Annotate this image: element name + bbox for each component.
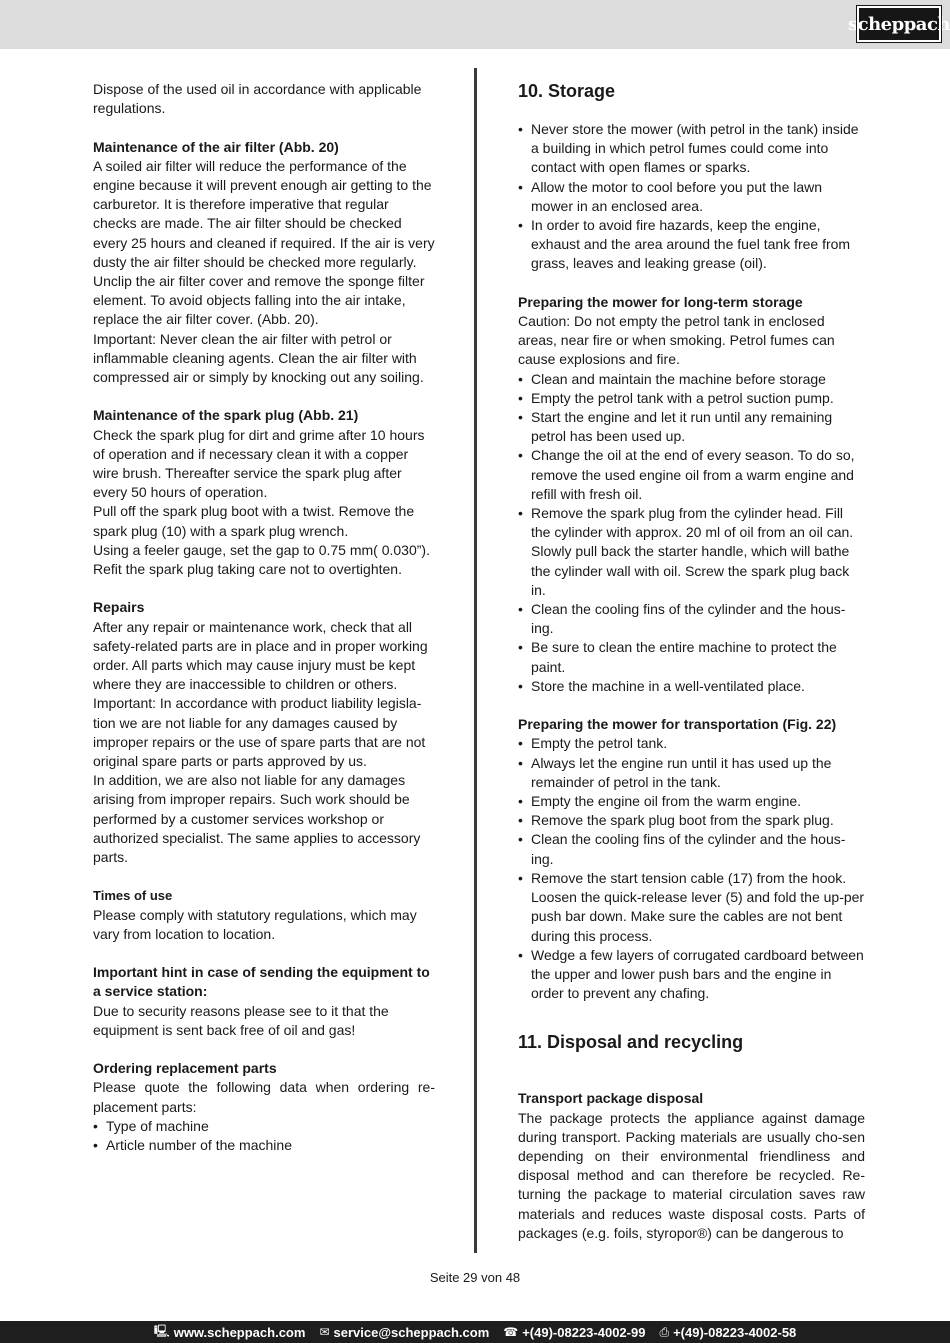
header-bar <box>0 0 950 49</box>
transport-heading: Preparing the mower for transportation (Fig. 22) <box>518 716 837 733</box>
footer-email-text: service@scheppach.com <box>333 1324 490 1340</box>
ordering-parts-heading: Ordering replacement parts <box>93 1060 277 1077</box>
long-term-storage-text: Caution: Do not empty the petrol tank in enclosed areas, near fire or when smoking. Petrol fumes can cause explosions and fire. <box>518 313 835 368</box>
package-disposal-text: The package protects the appliance against damage during transport. Packing materials are usually cho-sen depending on their environmental friendliness and disposal method and can therefore be recycled. Re-turning the package to material circulation saves raw materials and reduces waste disposal costs. Parts of packages (e.g. foils, styropor®) can be dangerous to <box>518 1109 865 1241</box>
service-hint-text: Due to security reasons please see to it that the equipment is sent back free of oil and gas! <box>93 1002 389 1038</box>
footer-web-text: www.scheppach.com <box>173 1324 306 1340</box>
fax-icon: ⎙ <box>659 1324 670 1339</box>
footer-fax <box>659 1325 796 1340</box>
left-column <box>93 80 435 1155</box>
ordering-parts-text: Please quote the following data when ordering re-placement parts: <box>93 1079 435 1115</box>
footer-fax-text: +(49)-08223-4002-58 <box>673 1324 797 1340</box>
list-item: • Be sure to clean the entire machine to protect the paint. <box>518 638 865 676</box>
spark-plug-text: Pull off the spark plug boot with a twist. Remove the spark plug (10) with a spark plug wrench. <box>93 503 415 539</box>
list-item: • Wedge a few layers of corrugated cardboard between the upper and lower push bars and the engine in order to prevent any chafing. <box>518 946 865 1004</box>
package-disposal-heading: Transport package disposal <box>518 1090 704 1107</box>
repairs-text: After any repair or maintenance work, check that all safety-related parts are in place and in proper working order. All parts which may cause injury must be kept where they are inaccessible to children or others. <box>93 618 428 693</box>
mail-icon: ✉ <box>319 1325 330 1339</box>
spark-plug-text: Using a feeler gauge, set the gap to 0.75 mm( 0.030”). <box>93 541 430 558</box>
ordering-parts-list <box>93 1117 435 1155</box>
phone-icon: ☎ <box>503 1325 519 1339</box>
spark-plug-text: Check the spark plug for dirt and grime after 10 hours of operation and if necessary clean it with a copper wire brush. Thereafter service the spark plug after every 50 hours of operation. <box>93 426 425 501</box>
footer-phone-text: +(49)-08223-4002-99 <box>522 1324 646 1340</box>
storage-heading: 10. Storage <box>518 81 616 101</box>
list-item: • Clean and maintain the machine before storage <box>518 370 865 389</box>
scheppach-logo: scheppach <box>857 6 941 42</box>
footer-web[interactable] <box>154 1322 306 1343</box>
air-filter-text: Important: Never clean the air filter with petrol or inflammable cleaning agents. Clean the air filter with compressed air or simply by knocking out any soiling. <box>93 330 424 386</box>
list-item: • Remove the spark plug from the cylinder head. Fill the cylinder with approx. 20 ml of oil from an oil can. Slowly pull back the starter handle, which will bathe the cylinder wall with oil. Screw the spark plug back in. <box>518 504 865 600</box>
list-item: • Store the machine in a well-ventilated place. <box>518 677 865 696</box>
list-item: • Always let the engine run until it has used up the remainder of petrol in the tank. <box>518 754 865 792</box>
list-item: • In order to avoid fire hazards, keep the engine, exhaust and the area around the fuel tank free from grass, leaves and leaking grease (oil). <box>518 216 865 274</box>
spark-plug-text: Refit the spark plug taking care not to overtighten. <box>93 561 402 578</box>
footer-bar <box>0 1321 950 1343</box>
times-of-use-text: Please comply with statutory regulations, which may vary from location to location. <box>93 906 417 942</box>
list-item: • Allow the motor to cool before you put the lawn mower in an enclosed area. <box>518 178 865 216</box>
footer-phone <box>503 1325 645 1340</box>
dispose-oil-text: Dispose of the used oil in accordance with applicable regulations. <box>93 81 422 117</box>
footer-email[interactable] <box>319 1325 489 1340</box>
repairs-text: In addition, we are also not liable for any damages arising from improper repairs. Such work should be performed by a customer services workshop or authorized specialist. The same applies to accessory parts. <box>93 772 421 866</box>
page-number: Seite 29 von 48 <box>429 1270 521 1285</box>
list-item: • Article number of the machine <box>93 1136 435 1155</box>
list-item: • Clean the cooling fins of the cylinder and the hous-ing. <box>518 830 865 868</box>
repairs-text: Important: In accordance with product liability legisla-tion we are not liable for any damages caused by improper repairs or the use of spare parts that are not original spare parts or parts approved by us. <box>93 695 426 770</box>
air-filter-heading: Maintenance of the air filter (Abb. 20) <box>93 138 339 155</box>
list-item: • Empty the petrol tank. <box>518 734 865 753</box>
air-filter-text: Unclip the air filter cover and remove the sponge filter element. To avoid objects falling into the air intake, replace the air filter cover. (Abb. 20). <box>93 273 425 328</box>
service-hint-heading: Important hint in case of sending the equipment to a service station: <box>93 964 430 1000</box>
list-item: • Remove the spark plug boot from the spark plug. <box>518 811 865 830</box>
times-of-use-heading: Times of use <box>93 888 173 904</box>
right-column <box>518 80 865 1243</box>
list-item: • Start the engine and let it run until any remaining petrol has been used up. <box>518 408 865 446</box>
list-item: • Empty the engine oil from the warm engine. <box>518 792 865 811</box>
list-item: • Never store the mower (with petrol in the tank) inside a building in which petrol fumes could come into contact with open flames or sparks. <box>518 120 865 178</box>
long-term-storage-heading: Preparing the mower for long-term storage <box>518 293 803 310</box>
list-item: • Type of machine <box>93 1117 435 1136</box>
computer-icon: 🖳 <box>153 1323 170 1338</box>
long-term-storage-list <box>518 370 865 696</box>
spark-plug-heading: Maintenance of the spark plug (Abb. 21) <box>93 407 359 424</box>
air-filter-text: A soiled air filter will reduce the performance of the engine because it will prevent enough air getting to the carburetor. It is therefore imperative that regular checks are made. The air filter should be checked every 25 hours and cleaned if required. If the air is very dusty the air filter should be checked more regularly. <box>93 157 435 270</box>
list-item: • Empty the petrol tank with a petrol suction pump. <box>518 389 865 408</box>
storage-list <box>518 120 865 274</box>
repairs-heading: Repairs <box>93 599 145 616</box>
disposal-heading: 11. Disposal and recycling <box>518 1032 744 1053</box>
list-item: • Remove the start tension cable (17) from the hook. Loosen the quick-release lever (5) and fold the up-per push bar down. Make sure the cables are not bent during this process. <box>518 869 865 946</box>
column-divider <box>474 68 477 1253</box>
list-item: • Change the oil at the end of every season. To do so, remove the used engine oil from a warm engine and refill with fresh oil. <box>518 446 865 504</box>
transport-list <box>518 734 865 1003</box>
list-item: • Clean the cooling fins of the cylinder and the hous-ing. <box>518 600 865 638</box>
